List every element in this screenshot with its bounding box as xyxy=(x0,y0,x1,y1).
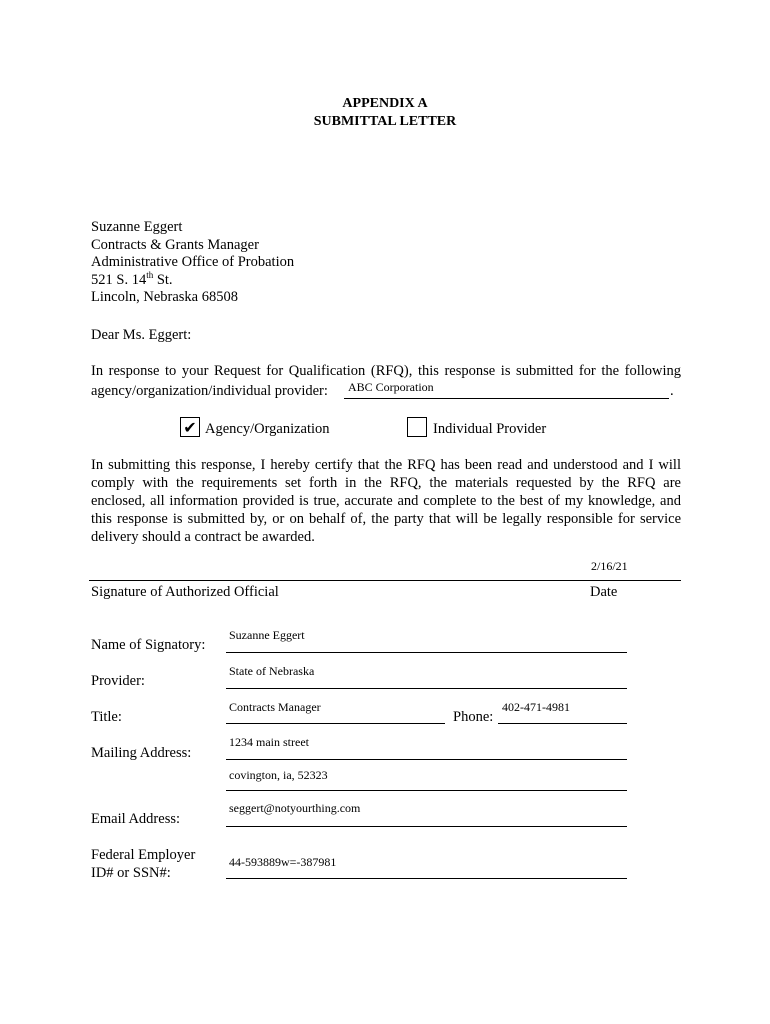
signatory-label: Name of Signatory: xyxy=(91,637,206,653)
recipient-city: Lincoln, Nebraska 68508 xyxy=(91,289,238,306)
mailing-address-line-2[interactable]: covington, ia, 52323 xyxy=(229,768,328,782)
signatory-underline xyxy=(226,652,627,653)
agency-checkbox[interactable] xyxy=(180,417,200,437)
individual-option-label: Individual Provider xyxy=(433,421,547,437)
title-value[interactable]: Contracts Manager xyxy=(229,700,321,714)
certification-line: delivery should a contract be awarded. xyxy=(91,529,315,545)
appendix-heading: APPENDIX A xyxy=(342,96,428,111)
provider-value[interactable]: State of Nebraska xyxy=(229,664,315,678)
email-underline xyxy=(226,826,627,827)
recipient-office: Administrative Office of Probation xyxy=(91,254,295,271)
fein-label-line-2: ID# or SSN#: xyxy=(91,865,171,881)
phone-underline xyxy=(498,723,627,724)
certification-paragraph xyxy=(91,456,681,546)
email-value[interactable]: seggert@notyourthing.com xyxy=(229,801,361,815)
mailing-address-line-1[interactable]: 1234 main street xyxy=(229,735,309,749)
intro-provider-label: agency/organization/individual provider: xyxy=(91,383,328,399)
provider-underline xyxy=(226,688,627,689)
fein-label-line-1: Federal Employer xyxy=(91,847,196,863)
fein-underline xyxy=(226,878,627,879)
date-label: Date xyxy=(590,584,618,600)
signatory-value[interactable]: Suzanne Eggert xyxy=(229,628,305,642)
checkmark-icon: ✔ xyxy=(183,418,197,437)
provider-name-underline xyxy=(344,398,669,399)
date-value[interactable]: 2/16/21 xyxy=(591,559,628,573)
provider-name-value[interactable]: ABC Corporation xyxy=(348,380,434,394)
street-suffix: St. xyxy=(153,271,173,288)
certification-line: enclosed, all information provided is true, accurate and complete to the best of my knowledge, and xyxy=(91,493,681,509)
provider-label: Provider: xyxy=(91,673,145,689)
phone-label: Phone: xyxy=(453,709,494,725)
intro-paragraph xyxy=(91,362,681,380)
agency-option-label: Agency/Organization xyxy=(205,421,330,437)
intro-period: . xyxy=(670,383,674,399)
recipient-name: Suzanne Eggert xyxy=(91,219,183,235)
certification-line: In submitting this response, I hereby certify that the RFQ has been read and understood and I will xyxy=(91,457,681,473)
phone-value[interactable]: 402-471-4981 xyxy=(502,700,570,714)
fein-value[interactable]: 44-593889w=-387981 xyxy=(229,855,337,869)
individual-checkbox[interactable] xyxy=(407,417,427,437)
certification-line: this response is submitted by, or on behalf of, the party that will be legally responsible for service xyxy=(91,511,681,527)
street-number: 521 S. 14 xyxy=(91,271,147,288)
signature-line xyxy=(89,580,681,581)
salutation: Dear Ms. Eggert: xyxy=(91,327,192,343)
page-title: SUBMITTAL LETTER xyxy=(313,114,457,129)
certification-line: comply with the requirements set forth in the RFQ, the materials requested by the RFQ are xyxy=(91,475,681,491)
street-ordinal: th xyxy=(146,269,154,280)
title-underline xyxy=(226,723,445,724)
title-label: Title: xyxy=(91,709,122,725)
recipient-role: Contracts & Grants Manager xyxy=(91,236,259,253)
recipient-address xyxy=(91,219,294,307)
recipient-street xyxy=(91,269,294,290)
intro-line-1: In response to your Request for Qualification (RFQ), this response is submitted for the following xyxy=(91,363,681,379)
mailing-line-2-underline xyxy=(226,790,627,791)
signature-label: Signature of Authorized Official xyxy=(91,584,279,600)
mailing-address-label: Mailing Address: xyxy=(91,745,192,761)
email-label: Email Address: xyxy=(91,811,181,827)
mailing-line-1-underline xyxy=(226,759,627,760)
